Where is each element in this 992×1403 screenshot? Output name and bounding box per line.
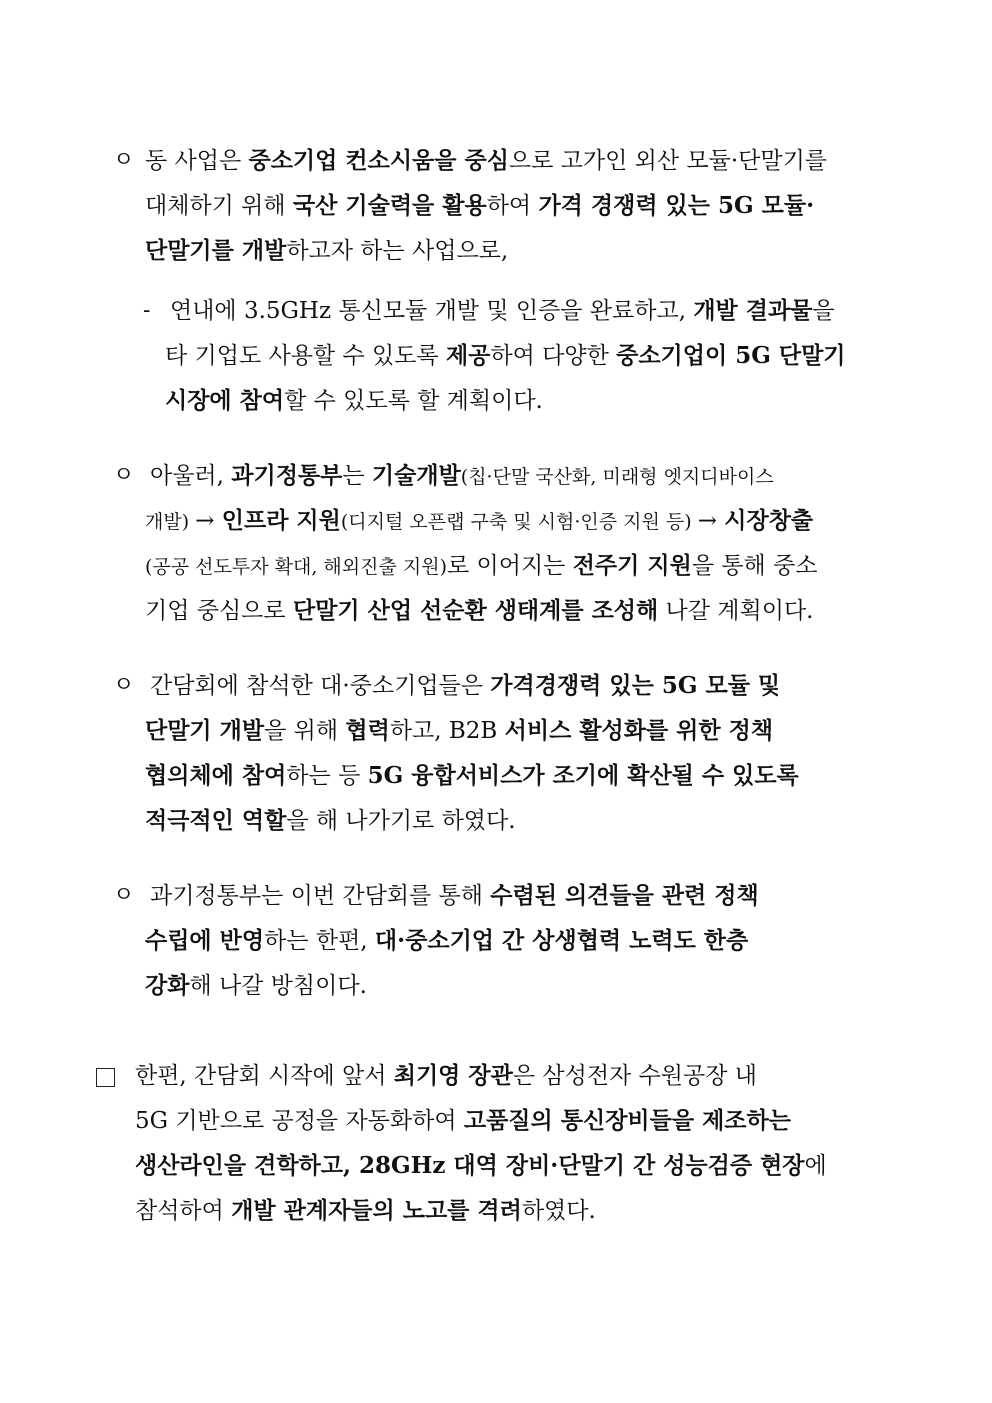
bold-run: 서비스 활성화를 위한 정책: [504, 717, 774, 744]
text-run: 에: [804, 1153, 827, 1179]
bold-run: 전주기 지원: [572, 552, 692, 579]
small-text-run: (공공 선도투자 확대, 해외진출 지원): [145, 556, 447, 578]
arrow-text: →: [195, 508, 222, 534]
arrow-text: →: [697, 508, 725, 534]
text-line: [145, 146, 827, 176]
text-run: 하여: [486, 193, 539, 219]
text-run: 기업 중심으로: [145, 598, 293, 624]
text-run: 할 수 있도록 할 계획이다.: [284, 388, 543, 414]
small-text-run: (디지털 오픈랩 구축 및 시험·인증 지원 등): [340, 511, 698, 533]
text-line: [165, 341, 846, 371]
small-text-run: 개발): [145, 511, 196, 533]
bold-run: 개발 관계자들의 노고를 격려: [231, 1197, 522, 1224]
text-run: 으로 고가인 외산 모듈·단말기를: [508, 148, 828, 174]
text-run: 은 삼성전자 수원공장 내: [512, 1063, 757, 1089]
text-run: 대체하기 위해: [145, 193, 293, 219]
text-run: 하고, B2B: [389, 718, 505, 744]
dash-bullet: -: [143, 298, 151, 323]
text-line: [145, 806, 516, 836]
bold-run: 단말기를 개발: [145, 237, 287, 264]
bold-run: 수렴된 의견들을 관련 정책: [490, 882, 759, 909]
bold-run: 인프라 지원: [221, 507, 341, 534]
bold-run: 시장에 참여: [165, 387, 285, 414]
circle-bullet: ㅇ: [113, 883, 135, 908]
text-run: 한편, 간담회 시작에 앞서: [135, 1063, 394, 1089]
text-line: [145, 191, 814, 221]
text-line: [145, 716, 773, 746]
circle-bullet: ㅇ: [113, 463, 135, 488]
bold-run: 단말기 산업 선순환 생태계를 조성해: [292, 597, 659, 624]
bold-run: 협력: [345, 717, 390, 744]
text-run: 하였다.: [521, 1198, 596, 1224]
text-line: [135, 1061, 757, 1091]
text-line: [145, 761, 799, 791]
text-run: 해 나갈 방침이다.: [189, 973, 367, 999]
text-line: [145, 236, 508, 266]
bold-run: 대·중소기업 간 상생협력 노력도 한층: [374, 927, 749, 954]
bold-run: 고품질의 통신장비들을 제조하는: [463, 1107, 791, 1134]
text-line: [165, 386, 543, 416]
circle-bullet: ㅇ: [113, 673, 135, 698]
bold-run: 중소기업이 5G 단말기: [616, 342, 846, 369]
small-text-run: (칩·단말 국산화, 미래형 엣지디바이스: [460, 466, 774, 488]
text-line: [145, 551, 818, 582]
text-line: [145, 506, 813, 537]
text-run: 아울러,: [150, 463, 232, 489]
text-line: [170, 296, 835, 326]
text-run: 로 이어지는: [446, 553, 573, 579]
bold-run: 수립에 반영: [145, 927, 265, 954]
bold-run: 시장창출: [724, 507, 814, 534]
bold-run: 제공: [445, 342, 491, 369]
bold-run: 개발 결과물: [693, 297, 813, 324]
text-run: 하는 한편,: [264, 928, 375, 954]
text-run: 을 해 나가기로 하였다.: [286, 808, 516, 834]
text-run: 하고자 하는 사업으로,: [286, 238, 509, 264]
text-line: [150, 671, 780, 701]
bold-run: 가격 경쟁력 있는 5G 모듈·: [538, 192, 815, 219]
bold-run: 최기영 장관: [393, 1062, 513, 1089]
text-run: 나갈 계획이다.: [658, 598, 814, 624]
text-run: 을 통해 중소: [691, 553, 818, 579]
bold-run: 적극적인 역할: [145, 807, 287, 834]
text-run: 을: [812, 298, 835, 324]
text-line: [150, 461, 774, 492]
text-line: [145, 971, 367, 1001]
text-line: [150, 881, 759, 911]
text-run: 는: [342, 463, 372, 489]
bold-run: 협의체에 참여: [145, 762, 287, 789]
text-run: 을 위해: [264, 718, 346, 744]
text-run: 참석하여: [135, 1198, 232, 1224]
bold-run: 기술개발: [371, 462, 461, 489]
bold-run: 가격경쟁력 있는 5G 모듈 및: [490, 672, 781, 699]
square-bullet-icon: [96, 1068, 115, 1087]
text-run: 5G 기반으로 공정을 자동화하여: [135, 1108, 464, 1134]
bold-run: 강화: [145, 972, 190, 999]
text-line: [145, 596, 814, 626]
circle-bullet: ㅇ: [113, 148, 135, 173]
text-line: [135, 1106, 791, 1136]
text-run: 연내에 3.5GHz 통신모듈 개발 및 인증을 완료하고,: [170, 298, 694, 324]
text-run: 하여 다양한: [490, 343, 617, 369]
text-run: 간담회에 참석한 대·중소기업들은: [150, 673, 491, 699]
bold-run: 생산라인을 견학하고, 28GHz 대역 장비·단말기 간 성능검증 현장: [135, 1152, 805, 1179]
bold-run: 국산 기술력을 활용: [292, 192, 487, 219]
bold-run: 5G 융합서비스가 조기에 확산될 수 있도록: [367, 762, 799, 789]
text-run: 과기정통부는 이번 간담회를 통해: [150, 883, 491, 909]
bold-run: 중소기업 컨소시움을 중심: [248, 147, 509, 174]
text-line: [135, 1151, 827, 1181]
text-run: 하는 등: [286, 763, 368, 789]
bold-run: 과기정통부: [231, 462, 343, 489]
text-line: [135, 1196, 596, 1226]
text-line: [145, 926, 748, 956]
text-run: 동 사업은: [145, 148, 249, 174]
bold-run: 단말기 개발: [145, 717, 265, 744]
text-run: 타 기업도 사용할 수 있도록: [165, 343, 446, 369]
